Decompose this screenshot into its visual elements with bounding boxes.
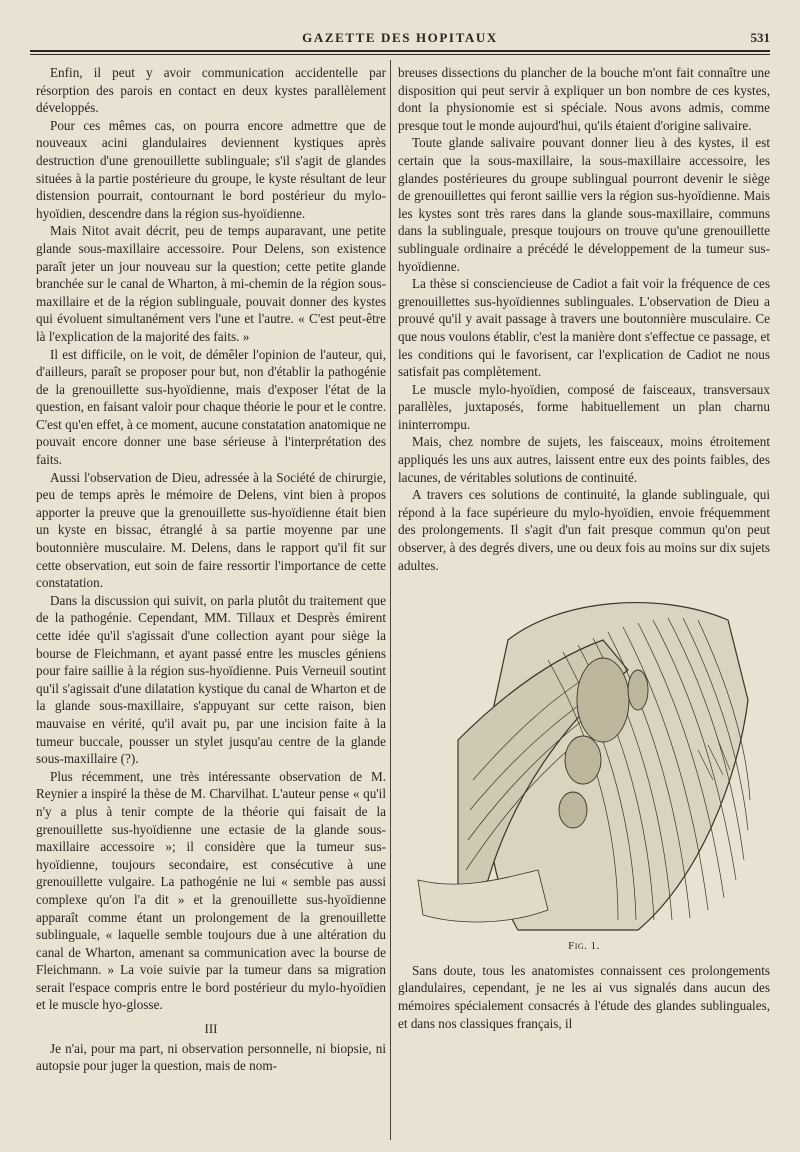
section-number: III: [204, 1021, 218, 1037]
paragraph: Mais, chez nombre de sujets, les faisceaux, moins étroitement appliqués les uns aux autres, laissent entre eux des points faibles, des lacunes, de véritables solutions de continuité.: [398, 434, 770, 485]
header-rule-thick: [30, 50, 770, 52]
paragraph: Plus récemment, une très intéressante observation de M. Reynier a inspiré la thèse de M. Charvilhat. L'auteur pense « qu'il n'y a plus à tenir compte de la théorie qui faisait de la grenouillette sus-hyoïdienne une ectasie de la glande sous-maxillaire accessoire »; il considère que la tumeur sus-hyoïdienne, toujours secondaire, est consécutive à une grenouillette vulgaire. La pathogénie ne lui « semble pas aussi complexe qu'on l'a dit » et la grenouillette sus-hyoïdienne apparaît comme étant un prolongement de la grenouillette sublinguale, « laquelle semble toujours due à une altération du canal de Wharton, amenant sa communication avec la bourse de Fleichmann. » La voie suivie par la tumeur dans sa migration serait l'espace compris entre le bord postérieur du mylo-hyoïdien et le muscle hyo-glosse.: [36, 768, 386, 1013]
paragraph: Enfin, il peut y avoir communication accidentelle par résorption des parois en contact en deux kystes parallèlement développés.: [36, 65, 386, 116]
paragraph: Dans la discussion qui suivit, on parla plutôt du traitement que de la pathogénie. Cependant, MM. Tillaux et Desprès émirent cette idée qu'il s'agissait d'une collection ayant pour siège la bourse de Fleichmann, et ayant passé entre les muscles géniens pour faire saillie à la région sus-hyoïdienne. Puis Verneuil soutint qu'il s'agissait d'une dilatation kystique du canal de Wharton et de la glande sous-maxillaire, s'appuyant sur cette raison, bien mauvaise en vérité, qu'il avait pu, par une incision faite à la tumeur buccale, pousser un stylet jusqu'au centre de la glande sous-maxillaire (?).: [36, 592, 386, 767]
page-header: [30, 26, 770, 50]
paragraph: Sans doute, tous les anatomistes connaissent ces prolongements glandulaires, cependant, je ne les ai vus signalés dans aucun des mémoires spécialement consacrés à l'étude des glandes sublinguales, et dans nos classiques français, il: [398, 962, 770, 1031]
left-column: [36, 64, 386, 1075]
paragraph: Le muscle mylo-hyoïdien, composé de faisceaux, transversaux parallèles, juxtaposés, forme habituellement un plan charnu ininterrompu.: [398, 381, 770, 432]
paragraph: La thèse si consciencieuse de Cadiot a fait voir la fréquence de ces grenouillettes sus-hyoïdiennes sublinguales. L'observation de Dieu a prouvé qu'il y avait passage à travers une boutonnière musculaire. Ce que nous voulons établir, c'est la manière dont s'effectue ce passage, et les conditions qui le favorisent, car l'explication de Cadiot ne nous satisfait pas complètement.: [398, 276, 770, 380]
page-number: 531: [750, 30, 770, 45]
paragraph: Pour ces mêmes cas, on pourra encore admettre que de nouveaux acini glandulaires deviennent kystiques après destruction d'une grenouillette sublinguale; s'il s'agit de glandes situées à la partie postérieure du groupe, le kyste résultant de leur distension pourrait, contournant le bord postérieur du mylo-hyoïdien, descendre dans la région sus-hyoïdienne.: [36, 117, 386, 221]
right-column: [398, 64, 770, 1032]
figure-caption: [398, 938, 770, 956]
column-separator: [390, 60, 391, 1140]
paragraph: Je n'ai, pour ma part, ni observation personnelle, ni biopsie, ni autopsie pour juger la question, mais de nom-: [36, 1040, 386, 1074]
header-rule-thin: [30, 54, 770, 55]
paragraph: Mais Nitot avait décrit, peu de temps auparavant, une petite glande sous-maxillaire accessoire. Pour Delens, son existence paraît jeter un jour nouveau sur la question; cette petite glande branchée sur le canal de Wharton, à mi-chemin de la région sous-maxillaire et de la région sublinguale, pouvait donner des kystes qui évoluent simultanément vers l'une et l'autre. « C'est peut-être là l'explication de la majorité des faits. »: [36, 223, 386, 344]
figure-caption-text: Fig. 1.: [568, 940, 600, 953]
journal-title: GAZETTE DES HOPITAUX: [302, 30, 498, 45]
paragraph: Il est difficile, on le voit, de démêler l'opinion de l'auteur, qui, d'ailleurs, paraît se proposer pour but, non d'établir la pathogénie de la grenouillette sus-hyoïdienne, mais d'exposer l'état de la question, en faisant valoir pour chaque théorie le pour et le contre. C'est qu'en effet, à ce moment, aucune constatation anatomique ne pouvait encore donner une base sérieuse à l'interprétation des faits.: [36, 346, 386, 468]
paragraph: A travers ces solutions de continuité, la glande sublinguale, qui répond à la face supérieure du mylo-hyoïdien, envoie fréquemment des prolongements. Il s'agit d'un fait presque commun qu'on peut observer, à des degrés divers, une ou deux fois au moins sur dix sujets adultes.: [398, 487, 770, 573]
anatomical-figure: [398, 580, 770, 940]
paragraph: breuses dissections du plancher de la bouche m'ont fait connaître une disposition qui peut servir à expliquer un bon nombre de ces kystes, dont la physionomie est si spéciale. Nous avons admis, comme presque tout le monde aujourd'hui, qu'ils étaient d'origine salivaire.: [398, 65, 770, 133]
anatomy-engraving: [398, 580, 770, 940]
paragraph: Aussi l'observation de Dieu, adressée à la Société de chirurgie, peu de temps après le mémoire de Delens, vint bien à propos apporter la preuve que la grenouillette sus-hyoïdienne était bien un kyste en bissac, étranglé à sa partie moyenne par une boutonnière musculaire. M. Delens, dans le rapport qu'il fit sur cette observation, eut soin de faire ressortir l'importance de cette constatation.: [36, 469, 386, 591]
paragraph: Toute glande salivaire pouvant donner lieu à des kystes, il est certain que la sous-maxillaire, la sous-maxillaire accessoire, les glandes postérieures du groupe sublingual pourront devenir le siège de grenouillettes qui feront saillie vers la région sus-hyoïdienne. Mais les kystes sont très rares dans la glande sous-maxillaire, communs dans la sublinguale, presque toujours on trouve qu'une grenouillette sublinguale ordinaire a précédé le développement de la tumeur sus-hyoïdienne.: [398, 135, 770, 274]
